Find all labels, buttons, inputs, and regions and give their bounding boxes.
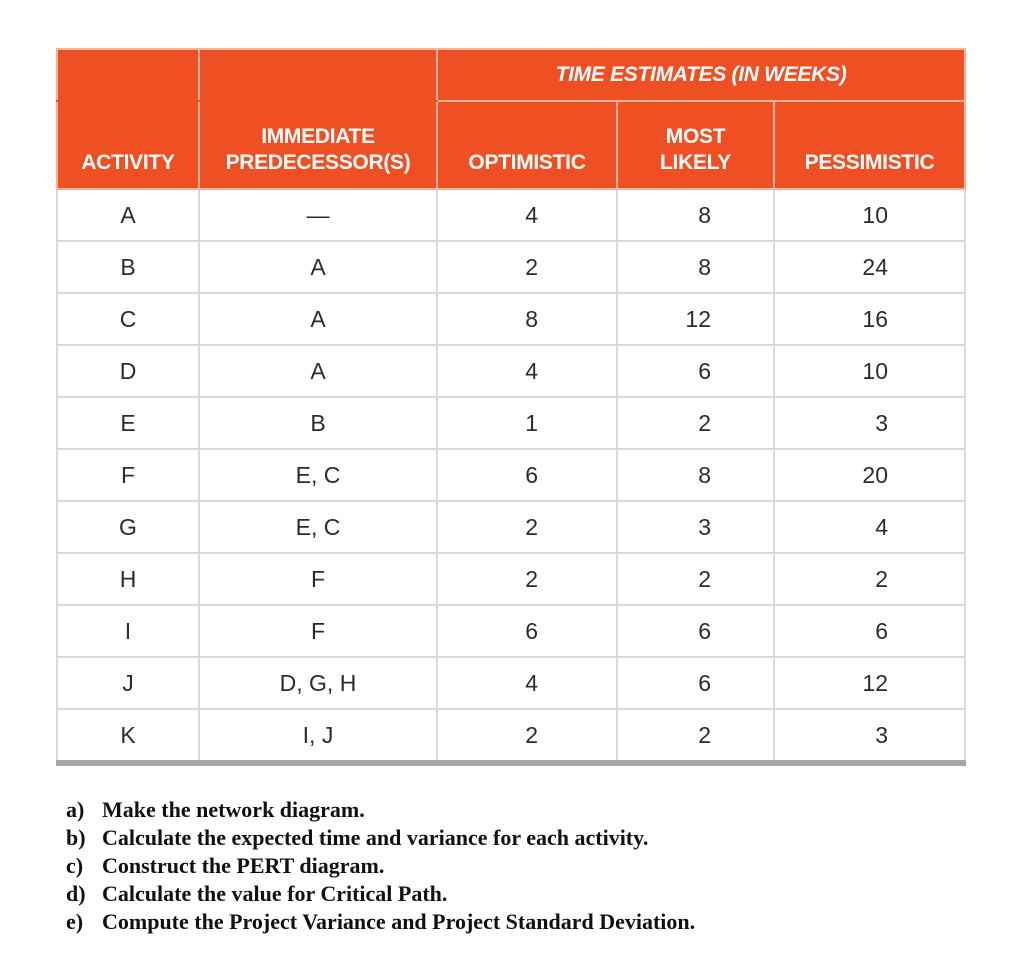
time-estimates-header: TIME ESTIMATES (IN WEEKS) bbox=[437, 49, 965, 101]
predecessors-cell: F bbox=[199, 553, 437, 605]
activity-cell: B bbox=[57, 241, 199, 293]
most-likely-header-line1: MOST bbox=[665, 125, 726, 148]
predecessors-cell: B bbox=[199, 397, 437, 449]
question-label: a) bbox=[66, 797, 85, 822]
question-item bbox=[66, 908, 695, 936]
table-row bbox=[57, 293, 965, 345]
optimistic-cell: 2 bbox=[437, 709, 617, 763]
activity-cell: K bbox=[57, 709, 199, 763]
optimistic-cell: 6 bbox=[437, 449, 617, 501]
table-row bbox=[57, 709, 965, 763]
table-row bbox=[57, 345, 965, 397]
header-row-columns bbox=[57, 101, 965, 189]
activity-cell: J bbox=[57, 657, 199, 709]
table-row bbox=[57, 553, 965, 605]
optimistic-cell: 6 bbox=[437, 605, 617, 657]
pessimistic-cell: 3 bbox=[774, 397, 965, 449]
activity-cell: I bbox=[57, 605, 199, 657]
most-likely-cell: 8 bbox=[617, 449, 774, 501]
table-row bbox=[57, 605, 965, 657]
table-row bbox=[57, 657, 965, 709]
optimistic-cell: 2 bbox=[437, 553, 617, 605]
pessimistic-cell: 6 bbox=[774, 605, 965, 657]
most-likely-cell: 2 bbox=[617, 397, 774, 449]
question-item bbox=[66, 852, 695, 880]
pessimistic-cell: 2 bbox=[774, 553, 965, 605]
pessimistic-cell: 16 bbox=[774, 293, 965, 345]
predecessors-cell: I, J bbox=[199, 709, 437, 763]
pessimistic-cell: 20 bbox=[774, 449, 965, 501]
most-likely-cell: 3 bbox=[617, 501, 774, 553]
question-text: Calculate the value for Critical Path. bbox=[102, 881, 448, 906]
most-likely-cell: 6 bbox=[617, 605, 774, 657]
question-item bbox=[66, 880, 695, 908]
pessimistic-cell: 10 bbox=[774, 345, 965, 397]
predecessors-cell: D, G, H bbox=[199, 657, 437, 709]
question-item bbox=[66, 796, 695, 824]
predecessors-header-line1: IMMEDIATE bbox=[261, 125, 375, 148]
activity-cell: D bbox=[57, 345, 199, 397]
question-text: Construct the PERT diagram. bbox=[102, 853, 385, 878]
table-body bbox=[57, 189, 965, 763]
predecessors-cell: A bbox=[199, 241, 437, 293]
optimistic-cell: 2 bbox=[437, 501, 617, 553]
most-likely-cell: 8 bbox=[617, 189, 774, 241]
question-text: Make the network diagram. bbox=[102, 797, 365, 822]
most-likely-cell: 2 bbox=[617, 553, 774, 605]
most-likely-cell: 6 bbox=[617, 345, 774, 397]
question-label: d) bbox=[66, 881, 86, 906]
activity-cell: G bbox=[57, 501, 199, 553]
predecessors-cell: F bbox=[199, 605, 437, 657]
table-row bbox=[57, 189, 965, 241]
question-list bbox=[66, 796, 695, 936]
optimistic-cell: 8 bbox=[437, 293, 617, 345]
table-row bbox=[57, 397, 965, 449]
header-row-top bbox=[57, 49, 965, 101]
pessimistic-cell: 3 bbox=[774, 709, 965, 763]
table-row bbox=[57, 449, 965, 501]
predecessors-header-line2: PREDECESSOR(S) bbox=[225, 151, 411, 174]
optimistic-cell: 4 bbox=[437, 657, 617, 709]
activity-cell: E bbox=[57, 397, 199, 449]
activity-cell: A bbox=[57, 189, 199, 241]
table-row bbox=[57, 241, 965, 293]
question-label: e) bbox=[66, 909, 84, 934]
question-label: b) bbox=[66, 825, 86, 850]
activity-cell: C bbox=[57, 293, 199, 345]
header-blank-activity bbox=[57, 49, 199, 101]
most-likely-cell: 8 bbox=[617, 241, 774, 293]
optimistic-cell: 4 bbox=[437, 345, 617, 397]
predecessors-cell: A bbox=[199, 293, 437, 345]
activity-time-table-container bbox=[56, 48, 964, 766]
table-row bbox=[57, 501, 965, 553]
pessimistic-header: PESSIMISTIC bbox=[774, 101, 965, 189]
most-likely-cell: 2 bbox=[617, 709, 774, 763]
most-likely-header-line2: LIKELY bbox=[660, 151, 731, 174]
activity-header: ACTIVITY bbox=[57, 101, 199, 189]
optimistic-cell: 1 bbox=[437, 397, 617, 449]
question-item bbox=[66, 824, 695, 852]
question-text: Compute the Project Variance and Project Standard Deviation. bbox=[102, 909, 696, 934]
predecessors-cell: — bbox=[199, 189, 437, 241]
pessimistic-cell: 24 bbox=[774, 241, 965, 293]
most-likely-cell: 6 bbox=[617, 657, 774, 709]
pessimistic-cell: 12 bbox=[774, 657, 965, 709]
question-text: Calculate the expected time and variance for each activity. bbox=[102, 825, 649, 850]
predecessors-header bbox=[199, 101, 437, 189]
pessimistic-cell: 4 bbox=[774, 501, 965, 553]
activity-time-table bbox=[56, 48, 966, 766]
most-likely-header bbox=[617, 101, 774, 189]
optimistic-header: OPTIMISTIC bbox=[437, 101, 617, 189]
predecessors-cell: A bbox=[199, 345, 437, 397]
predecessors-cell: E, C bbox=[199, 449, 437, 501]
predecessors-cell: E, C bbox=[199, 501, 437, 553]
optimistic-cell: 2 bbox=[437, 241, 617, 293]
question-label: c) bbox=[66, 853, 84, 878]
header-blank-predecessors bbox=[199, 49, 437, 101]
activity-cell: H bbox=[57, 553, 199, 605]
optimistic-cell: 4 bbox=[437, 189, 617, 241]
activity-cell: F bbox=[57, 449, 199, 501]
pessimistic-cell: 10 bbox=[774, 189, 965, 241]
most-likely-cell: 12 bbox=[617, 293, 774, 345]
